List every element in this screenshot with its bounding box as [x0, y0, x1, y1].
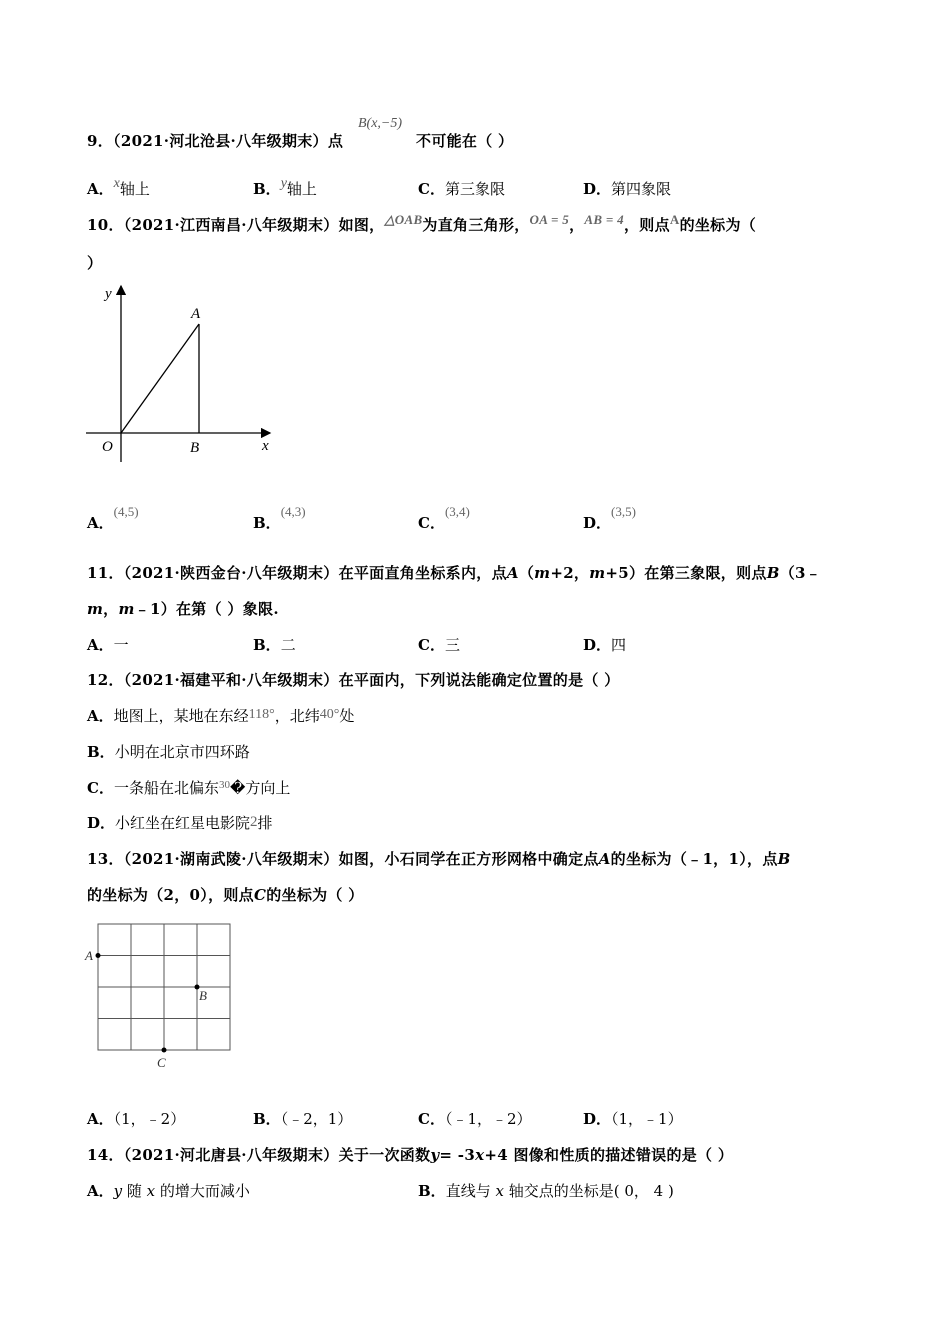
q12-option-c[interactable]: C．一条船在北偏东$^{30}$�方向上 — [87, 779, 291, 797]
q10-b-label: B — [190, 440, 200, 456]
q10-option-c[interactable]: C．(3,4) — [418, 504, 470, 532]
q13-grid — [98, 924, 230, 1050]
q10-figure — [86, 282, 286, 462]
q11-stem: 11．（2021·陕西金台·八年级期末）在平面直角坐标系内，点A（m+2，m+5）在第三象限，则点B（3﹣ — [87, 564, 822, 582]
q9-stem-tail: 不可能在（ ） — [416, 132, 514, 150]
q12-stem: 12．（2021·福建平和·八年级期末）在平面内，下列说法能确定位置的是（ ） — [87, 671, 620, 689]
q9-math-point: B(x,−5) — [358, 116, 403, 131]
q11-option-b[interactable]: B．二 — [253, 636, 296, 654]
q13-option-a[interactable]: A．（1，﹣2） — [87, 1110, 186, 1128]
q14-option-a[interactable]: A．y 随 x 的增大而减小 — [87, 1182, 250, 1200]
q10-y-label: y — [105, 286, 112, 302]
q11-option-c[interactable]: C．三 — [418, 636, 460, 654]
q10-x-label: x — [262, 438, 269, 454]
q13-stem: 13．（2021·湖南武陵·八年级期末）如图，小石同学在正方形网格中确定点A的坐标为（﹣1，1），点B — [87, 850, 791, 868]
q13-option-b[interactable]: B．（﹣2，1） — [253, 1110, 353, 1128]
q10-option-a[interactable]: A．(4,5) — [87, 504, 139, 532]
q10-segment-oa — [121, 324, 199, 433]
q14-option-b[interactable]: B．直线与 x 轴交点的坐标是( 0， 4 ) — [418, 1182, 674, 1200]
q9-option-d[interactable]: D．第四象限 — [583, 180, 672, 198]
q9-option-c[interactable]: C．第三象限 — [418, 180, 505, 198]
q13-a-label: A — [85, 948, 93, 963]
q10-a-label: A — [191, 306, 201, 322]
q10-o-label: O — [102, 439, 113, 455]
q13-stem-line2: 的坐标为（2，0），则点C的坐标为（ ） — [87, 886, 364, 904]
q13-point-c — [162, 1048, 167, 1053]
q9-stem: 9．（2021·河北沧县·八年级期末）点 — [87, 132, 344, 150]
q13-grid-figure — [84, 918, 244, 1073]
q13-b-label: B — [199, 988, 207, 1003]
q12-option-d[interactable]: D．小红坐在红星电影院2排 — [87, 814, 273, 832]
q9-option-a[interactable]: A．x轴上 — [87, 176, 150, 198]
q10-stem-line2: ） — [87, 254, 103, 272]
q9-option-b[interactable]: B．y轴上 — [253, 176, 317, 198]
q13-point-a — [96, 953, 101, 958]
q11-option-d[interactable]: D．四 — [583, 636, 627, 654]
q10-stem: 10．（2021·江西南昌·八年级期末）如图，△OAB为直角三角形，OA = 5，AB = 4，则点A的坐标为（ — [87, 212, 757, 234]
q13-option-d[interactable]: D．（1，﹣1） — [583, 1110, 683, 1128]
q14-stem: 14．（2021·河北唐县·八年级期末）关于一次函数y= -3x+4 图像和性质的描述错误的是（ ） — [87, 1146, 734, 1164]
q11-stem-line2: m，m﹣1）在第（ ）象限. — [87, 600, 279, 618]
q10-option-b[interactable]: B．(4,3) — [253, 504, 306, 532]
q12-option-a[interactable]: A．地图上，某地在东经118°，北纬40°处 — [87, 707, 355, 725]
q13-option-c[interactable]: C．（﹣1，﹣2） — [418, 1110, 532, 1128]
q13-c-label: C — [157, 1055, 166, 1070]
q11-option-a[interactable]: A．一 — [87, 636, 129, 654]
q10-option-d[interactable]: D．(3,5) — [583, 504, 636, 532]
q12-option-b[interactable]: B．小明在北京市四环路 — [87, 743, 250, 761]
